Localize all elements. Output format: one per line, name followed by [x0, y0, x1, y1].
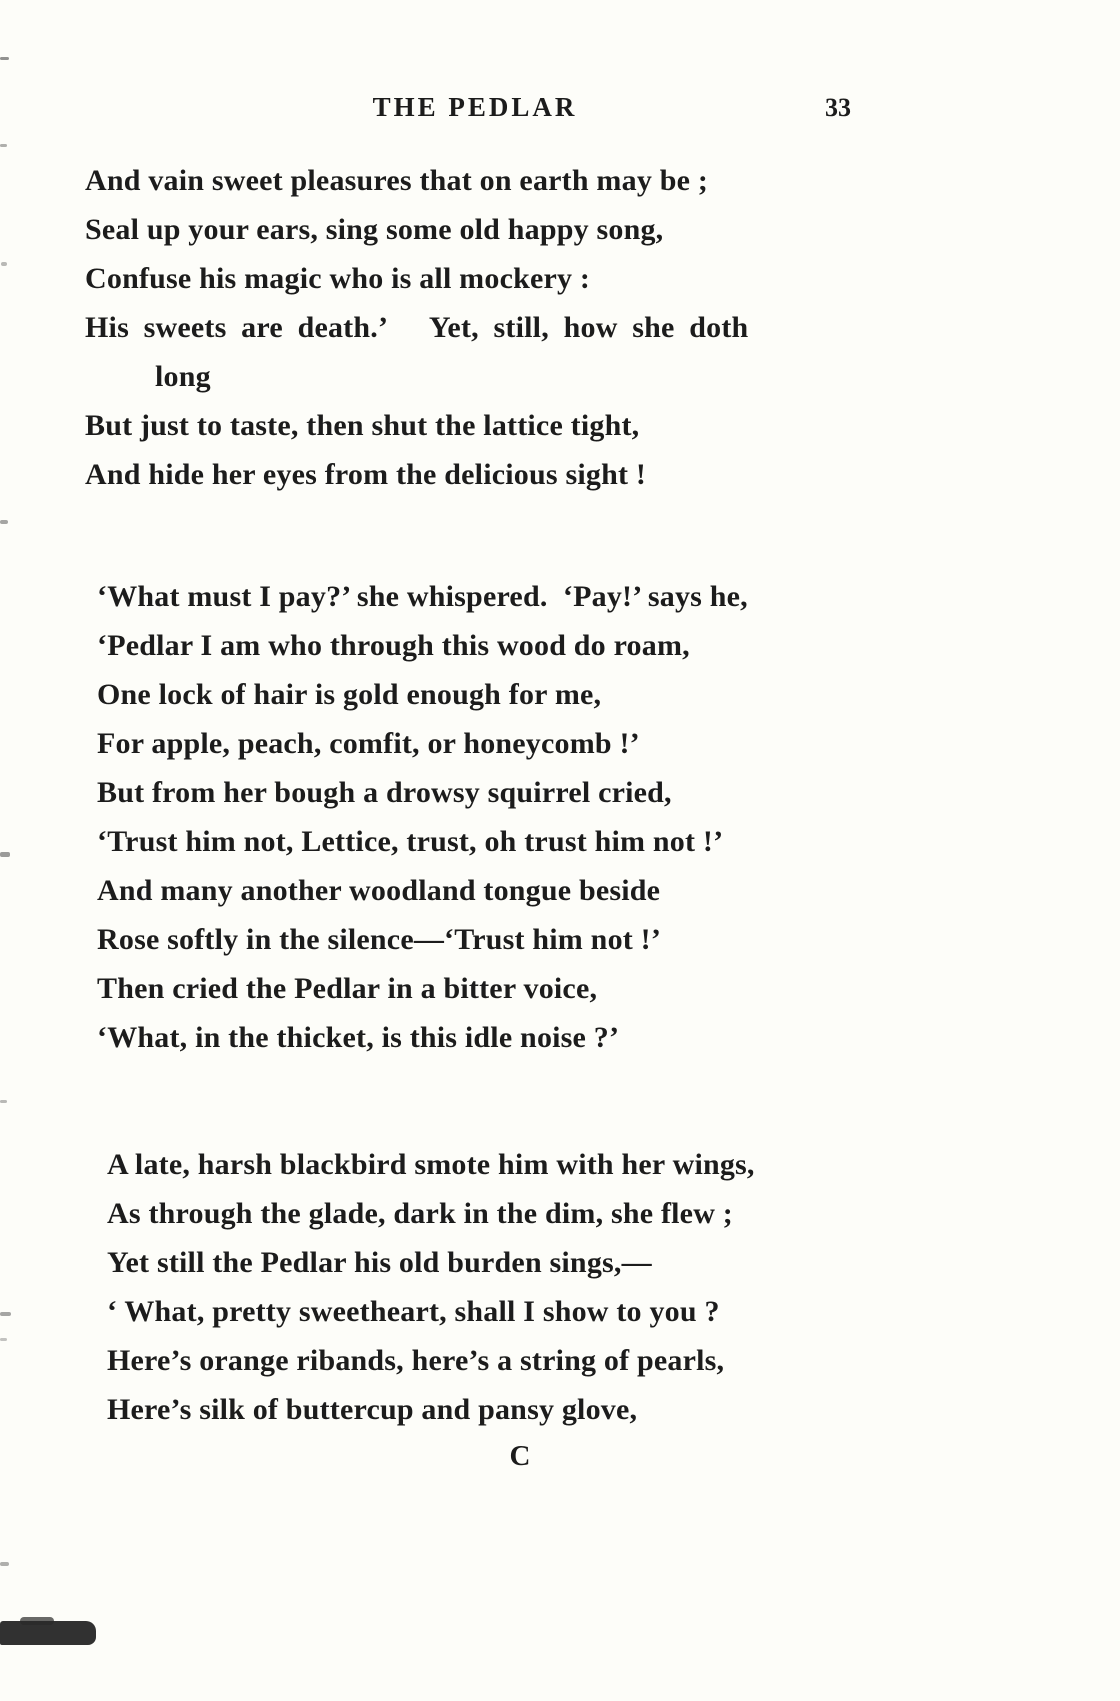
scan-artifact	[0, 852, 10, 857]
scan-artifact	[0, 520, 8, 524]
scan-artifact	[0, 1562, 9, 1566]
poem-line: And many another woodland tongue beside	[97, 874, 661, 907]
page-title: THE PEDLAR	[372, 92, 578, 122]
stanza	[107, 1140, 985, 1434]
poem-body	[85, 156, 985, 1434]
poem-line: Confuse his magic who is all mockery :	[85, 262, 591, 295]
poem-line: Seal up your ears, sing some old happy song,	[85, 213, 664, 246]
ink-blot-artifact	[20, 1617, 54, 1625]
poem-line: Here’s silk of buttercup and pansy glove,	[107, 1393, 638, 1426]
page-number: 33	[825, 93, 851, 122]
scan-artifact	[0, 144, 7, 147]
scan-artifact	[0, 1338, 7, 1341]
poem-line: ‘What must I pay?’ she whispered. ‘Pay!’ says he,	[97, 580, 748, 613]
poem-line: Yet still the Pedlar his old burden sings,—	[107, 1246, 652, 1279]
poem-line: And vain sweet pleasures that on earth may be ;	[85, 164, 709, 197]
poem-line: Then cried the Pedlar in a bitter voice,	[97, 972, 598, 1005]
signature-mark: C	[509, 1440, 531, 1472]
page-header	[85, 92, 955, 128]
scan-artifact	[0, 57, 9, 60]
poem-line: And hide her eyes from the delicious sight !	[85, 458, 647, 491]
poem-line: ‘Trust him not, Lettice, trust, oh trust him not !’	[97, 825, 724, 858]
poem-line: Rose softly in the silence—‘Trust him not !’	[97, 923, 662, 956]
poem-line: But from her bough a drowsy squirrel cried,	[97, 776, 672, 809]
stanza	[97, 572, 985, 1062]
poem-line: long	[155, 360, 211, 393]
poem-line: A late, harsh blackbird smote him with her wings,	[107, 1148, 755, 1181]
poem-line: ‘What, in the thicket, is this idle noise ?’	[97, 1021, 620, 1054]
scan-artifact	[1, 262, 7, 266]
poem-line: Here’s orange ribands, here’s a string of pearls,	[107, 1344, 725, 1377]
poem-line: One lock of hair is gold enough for me,	[97, 678, 602, 711]
poem-line: But just to taste, then shut the lattice tight,	[85, 409, 640, 442]
scan-artifact	[0, 1312, 11, 1316]
poem-line: As through the glade, dark in the dim, she flew ;	[107, 1197, 733, 1230]
stanza	[85, 156, 985, 499]
page-footer	[85, 1440, 955, 1473]
poem-line: For apple, peach, comfit, or honeycomb !’	[97, 727, 640, 760]
poem-line: His sweets are death.’ Yet, still, how she doth	[85, 311, 749, 344]
poem-line: ‘Pedlar I am who through this wood do roam,	[97, 629, 690, 662]
poem-line: ‘ What, pretty sweetheart, shall I show to you ?	[107, 1295, 720, 1328]
scan-artifact	[0, 1100, 7, 1103]
